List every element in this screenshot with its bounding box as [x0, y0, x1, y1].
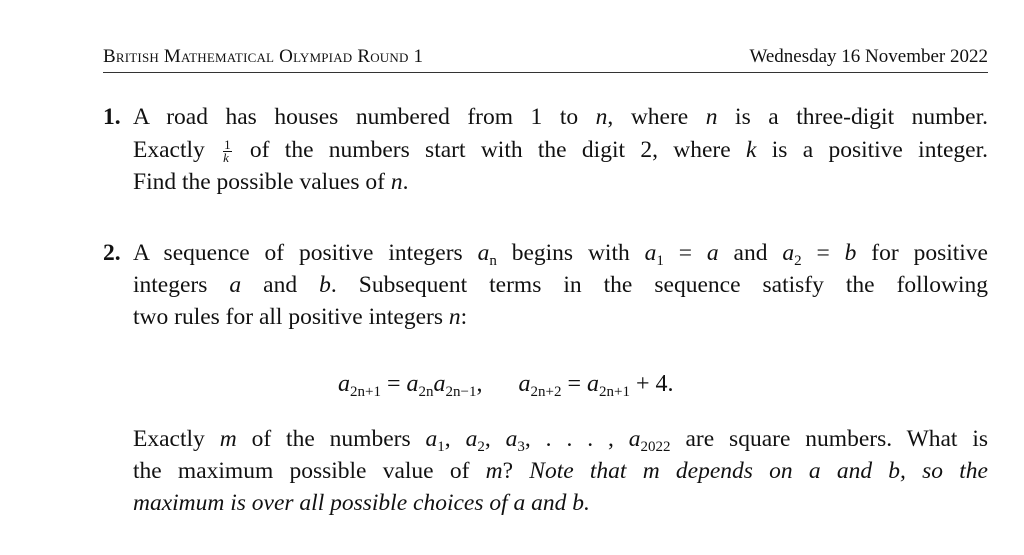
math-term [707, 240, 719, 266]
segment-text: Note that m depends on a and b, so the [529, 458, 988, 484]
math-term [518, 371, 562, 400]
segment-text: n [705, 104, 718, 130]
subscript: 2n+1 [599, 384, 630, 400]
text-segment [133, 304, 449, 330]
segment-text: a [518, 371, 531, 397]
segment-text: n [448, 304, 461, 330]
math-term [644, 240, 664, 269]
segment-text: a [229, 272, 242, 298]
segment-text: n [390, 169, 403, 195]
segment-text: two rules for all positive integers [133, 304, 449, 330]
math-term [486, 458, 503, 484]
exam-date: Wednesday 16 November 2022 [749, 46, 988, 67]
segment-text: a [477, 240, 490, 266]
math-term [529, 458, 988, 484]
text-segment [461, 304, 468, 330]
problem-2-line [133, 302, 988, 332]
segment-text: is a three-digit number. [717, 104, 988, 130]
text-segment [802, 240, 845, 266]
text-segment [561, 371, 587, 397]
text-segment [671, 426, 989, 452]
text-segment [476, 371, 518, 397]
subscript: 2n [418, 384, 434, 400]
segment-text: , [444, 426, 466, 452]
text-segment [719, 240, 783, 266]
segment-text: and [241, 272, 320, 298]
segment-text: a [465, 426, 478, 452]
text-segment [630, 371, 674, 397]
segment-text: a [706, 240, 719, 266]
fraction [223, 139, 232, 164]
text-segment [241, 272, 319, 298]
subscript: 2n+2 [530, 384, 562, 400]
segment-text: : [460, 304, 468, 330]
segment-text: a [644, 240, 657, 266]
subscript: 2n+1 [350, 384, 381, 400]
text-segment [133, 137, 220, 163]
math-term [465, 426, 485, 455]
math-term [706, 104, 718, 130]
segment-text: the maximum possible value of [133, 458, 486, 484]
segment-text: for positive [856, 240, 988, 266]
segment-text: b [844, 240, 857, 266]
segment-text: A sequence of positive integers [133, 240, 478, 266]
problem-1-line [133, 102, 988, 132]
math-term [338, 371, 381, 400]
segment-text: , where [607, 104, 706, 130]
segment-text: are square numbers. What is [670, 426, 989, 452]
segment-text: begins with [496, 240, 645, 266]
fraction-denominator: k [223, 150, 229, 166]
text-segment [445, 426, 466, 452]
segment-text: and [718, 240, 783, 266]
text-segment [485, 426, 506, 452]
math-term [319, 272, 331, 298]
segment-text: = [561, 371, 587, 397]
text-segment [235, 137, 746, 163]
segment-text: n [595, 104, 608, 130]
math-term [628, 426, 671, 455]
math-term [746, 137, 756, 163]
segment-text: , [476, 371, 519, 397]
segment-text: integers [133, 272, 230, 298]
segment-text: ? [502, 458, 530, 484]
text-segment [133, 169, 391, 195]
text-segment [664, 240, 707, 266]
recurrence-formula [338, 369, 674, 399]
segment-text: a [505, 426, 518, 452]
problem-1-number: 1. [103, 104, 121, 130]
math-term [505, 426, 525, 455]
segment-text: m [485, 458, 503, 484]
math-term [133, 490, 590, 516]
subscript: 1 [437, 439, 445, 455]
segment-text: a [587, 371, 599, 397]
segment-text: A road has houses numbered from 1 to [133, 104, 596, 130]
problem-1-line [133, 167, 988, 197]
math-term [391, 169, 403, 195]
segment-text: a [433, 371, 446, 397]
segment-text: , [484, 426, 506, 452]
text-segment [756, 137, 988, 163]
math-term [596, 104, 608, 130]
competition-title: British Mathematical Olympiad Round 1 [103, 46, 424, 67]
segment-text: m [219, 426, 237, 452]
text-segment [133, 240, 478, 266]
segment-text: is a positive integer. [756, 137, 988, 163]
text-segment [237, 426, 426, 452]
math-term [845, 240, 857, 266]
text-segment [133, 104, 596, 130]
text-segment [503, 458, 530, 484]
subscript: 2 [794, 253, 802, 269]
text-segment [525, 426, 629, 452]
segment-text: maximum is over all possible choices of a and b. [133, 490, 590, 516]
subscript: 2n−1 [445, 384, 477, 400]
math-term [449, 304, 461, 330]
math-term [229, 272, 241, 298]
problem-2-line [133, 424, 988, 454]
problem-2-line [133, 488, 988, 518]
text-segment [381, 371, 407, 397]
text-segment [718, 104, 988, 130]
segment-text: Exactly [133, 426, 220, 452]
text-segment [133, 458, 486, 484]
segment-text: . Subsequent terms in the sequence satisfy the following [330, 272, 988, 298]
segment-text: . [402, 169, 409, 195]
math-term [782, 240, 802, 269]
segment-text: Exactly [133, 137, 221, 163]
text-segment [403, 169, 409, 195]
subscript: 1 [656, 253, 664, 269]
problem-2-line [133, 238, 988, 268]
text-segment [607, 104, 705, 130]
segment-text: a [406, 371, 419, 397]
segment-text: a [425, 426, 438, 452]
math-term [587, 371, 630, 400]
subscript: n [489, 253, 497, 269]
segment-text: b [319, 272, 331, 298]
text-segment [856, 240, 988, 266]
fraction-numerator: 1 [224, 137, 231, 153]
problem-2-line [133, 456, 988, 486]
subscript: 2 [477, 439, 485, 455]
segment-text: = [380, 371, 407, 397]
math-term [477, 240, 497, 269]
math-term [220, 426, 237, 452]
subscript: 3 [517, 439, 525, 455]
text-segment [497, 240, 645, 266]
text-segment [133, 272, 229, 298]
segment-text: a [338, 371, 350, 397]
text-segment [331, 272, 988, 298]
segment-text: Find the possible values of [133, 169, 391, 195]
subscript: 2022 [640, 439, 671, 455]
problem-2-line [133, 270, 988, 300]
segment-text: , . . . , [524, 426, 629, 452]
problem-2-number: 2. [103, 240, 121, 266]
segment-text: + 4. [629, 371, 674, 397]
math-term [425, 426, 445, 455]
segment-text: = [801, 240, 845, 266]
math-term [433, 371, 477, 400]
page-header [103, 44, 988, 73]
segment-text: k [745, 137, 757, 163]
segment-text: = [663, 240, 707, 266]
segment-text: a [628, 426, 641, 452]
segment-text: of the numbers start with the digit 2, where [234, 137, 746, 163]
segment-text: of the numbers [236, 426, 426, 452]
problem-1-line [133, 135, 988, 165]
text-segment [133, 426, 220, 452]
segment-text: a [782, 240, 795, 266]
math-term [406, 371, 434, 400]
